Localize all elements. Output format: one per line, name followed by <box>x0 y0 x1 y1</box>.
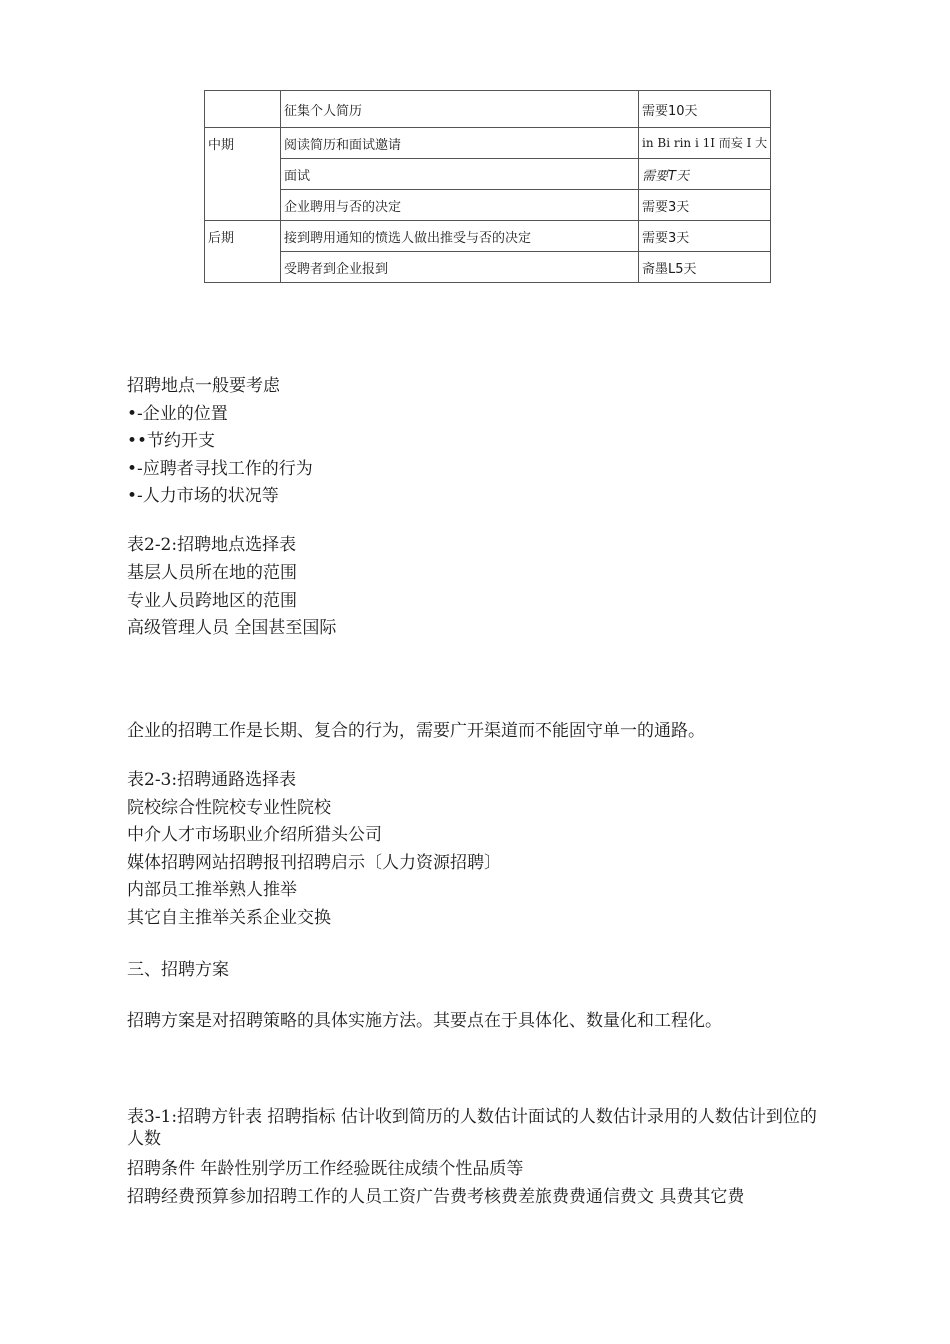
table-row <box>205 221 771 252</box>
location-intro: 招聘地点一般要考虑 <box>127 376 280 396</box>
recruitment-schedule-table <box>204 90 771 283</box>
table-row <box>205 159 771 190</box>
table-2-3-line: 媒体招聘网站招聘报刊招聘启示〔人力资源招聘〕 <box>127 853 501 873</box>
table-2-3-line: 内部员工推举熟人推举 <box>127 880 297 900</box>
table-2-2-line: 高级管理人员 全国甚至国际 <box>127 618 337 638</box>
task-cell: 面试 <box>281 159 639 190</box>
table-3-1-title: 表3-1:招聘方针表 招聘指标 估计收到简历的人数估计面试的人数估计录用的人数估计到位的 人数 <box>127 1107 817 1149</box>
table-2-3-title: 表2-3:招聘通路选择表 <box>127 770 297 790</box>
table-2-3-line: 中介人才市场职业介绍所猎头公司 <box>127 825 382 845</box>
location-item: •-应聘者寻找工作的行为 <box>127 459 313 479</box>
duration-cell: 需要3天 <box>639 190 771 221</box>
task-cell: 接到聘用通知的愤选人做出推受与否的决定 <box>281 221 639 252</box>
table-2-3-line: 院校综合性院校专业性院校 <box>127 798 331 818</box>
channel-paragraph: 企业的招聘工作是长期、复合的行为，需要广开渠道而不能固守单一的通路。 <box>127 721 705 741</box>
phase-cell: 中期 <box>205 128 281 221</box>
task-cell: 企业聘用与否的决定 <box>281 190 639 221</box>
location-item: •-企业的位置 <box>127 404 228 424</box>
table-3-1-line: 招聘条件 年龄性别学历工作经验既往成绩个性品质等 <box>127 1159 524 1179</box>
table-row <box>205 252 771 283</box>
duration-cell: 斋墨L5天 <box>639 252 771 283</box>
section-3-heading: 三、招聘方案 <box>127 960 229 980</box>
table-2-3-line: 其它自主推举关系企业交换 <box>127 908 331 928</box>
duration-cell: in Bi rin i 1I 而妄 I 大 <box>639 128 771 159</box>
task-cell: 阅读简历和面试邀请 <box>281 128 639 159</box>
section-3-paragraph: 招聘方案是对招聘策略的具体实施方法。其要点在于具体化、数量化和工程化。 <box>127 1011 722 1031</box>
duration-cell: 需要10天 <box>639 91 771 128</box>
task-cell: 征集个人简历 <box>281 91 639 128</box>
duration-cell: 需要T天 <box>639 159 771 190</box>
phase-cell <box>205 91 281 128</box>
location-item: •-人力市场的状况等 <box>127 486 279 506</box>
table-row <box>205 190 771 221</box>
table-3-1-line: 招聘经费预算参加招聘工作的人员工资广告费考核费差旅费费通信费文 具费其它费 <box>127 1187 745 1207</box>
phase-cell: 后期 <box>205 221 281 283</box>
task-cell: 受聘者到企业报到 <box>281 252 639 283</box>
table-row <box>205 128 771 159</box>
duration-cell: 需要3天 <box>639 221 771 252</box>
table-2-2-line: 基层人员所在地的范围 <box>127 563 297 583</box>
table-row <box>205 91 771 128</box>
table-2-2-title: 表2-2:招聘地点选择表 <box>127 535 297 555</box>
table-2-2-line: 专业人员跨地区的范围 <box>127 591 297 611</box>
location-item: ••节约开支 <box>127 431 216 451</box>
